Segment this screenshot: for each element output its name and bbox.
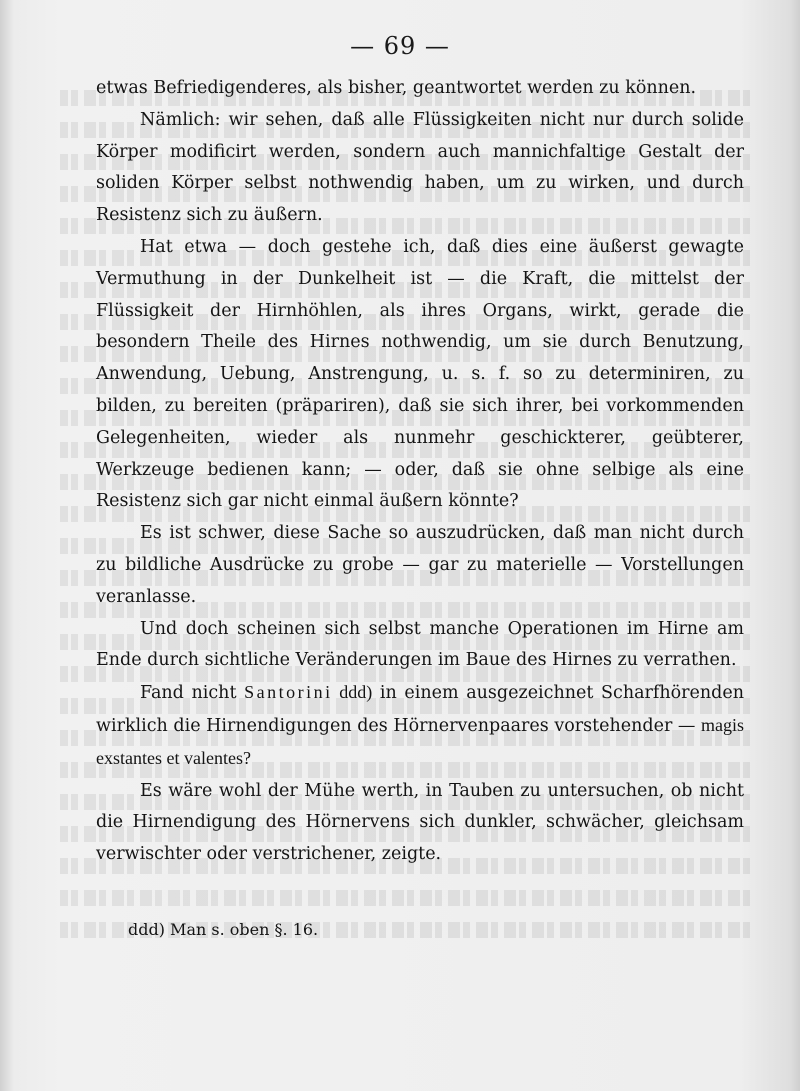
body-text	[96, 73, 744, 946]
paragraph: Es wäre wohl der Mühe werth, in Tauben zu untersuchen, ob nicht die Hirnendigung des Hörnervens sich dunkler, schwächer, gleichsam verwischter oder verstrichener, zeigte.	[96, 780, 744, 865]
paragraph: Nämlich: wir sehen, daß alle Flüssigkeiten nicht nur durch solide Körper modificirt werden, sondern auch mannichfaltige Gestalt der soliden Körper selbst nothwendig haben, um zu wirken, und durch Resistenz sich zu äußern.	[96, 109, 744, 226]
paragraph-santorini	[96, 677, 744, 775]
footnote: ddd) Man s. oben §. 16.	[128, 919, 319, 939]
footnote-ref: ddd)	[332, 682, 373, 703]
text-run: Fand nicht	[140, 683, 245, 704]
text-run: in einem ausgezeichnet Scharfhörenden wirklich die Hirnendigungen des Hörnervenpaares vorstehender —	[96, 683, 744, 736]
author-name: Santorini	[244, 682, 333, 703]
latin-quote: magis exstantes et valentes?	[96, 714, 744, 768]
paragraph: Und doch scheinen sich selbst manche Operationen im Hirne am Ende durch sichtliche Veränderungen im Baue des Hirnes zu verrathen.	[96, 618, 744, 671]
paragraph-continuation: etwas Befriedigenderes, als bisher, geantwortet werden zu können.	[96, 78, 697, 98]
paragraph: Es ist schwer, diese Sache so auszudrücken, daß man nicht durch zu bildliche Ausdrücke zu grobe — gar zu materielle — Vorstellungen veranlasse.	[96, 523, 744, 607]
page-number: — 69 —	[350, 32, 450, 60]
paragraph: Hat etwa — doch gestehe ich, daß dies eine äußerst gewagte Vermuthung in der Dunkelheit ist — die Kraft, die mittelst der Flüssigkeit der Hirnhöhlen, als ihres Organs, wirkt, gerade die besondern Theile des Hirnes nothwendig, um sie durch Benutzung, Anwendung, Uebung, Anstrengung, u. s. f. so zu determiniren, zu bilden, zu bereiten (präpariren), daß sie sich ihrer, bei vorkommenden Gelegenheiten, wieder als nunmehr geschickterer, geübterer, Werkzeuge bedienen kann; — oder, daß sie ohne selbige als eine Resistenz sich gar nicht einmal äußern könnte?	[96, 236, 744, 512]
